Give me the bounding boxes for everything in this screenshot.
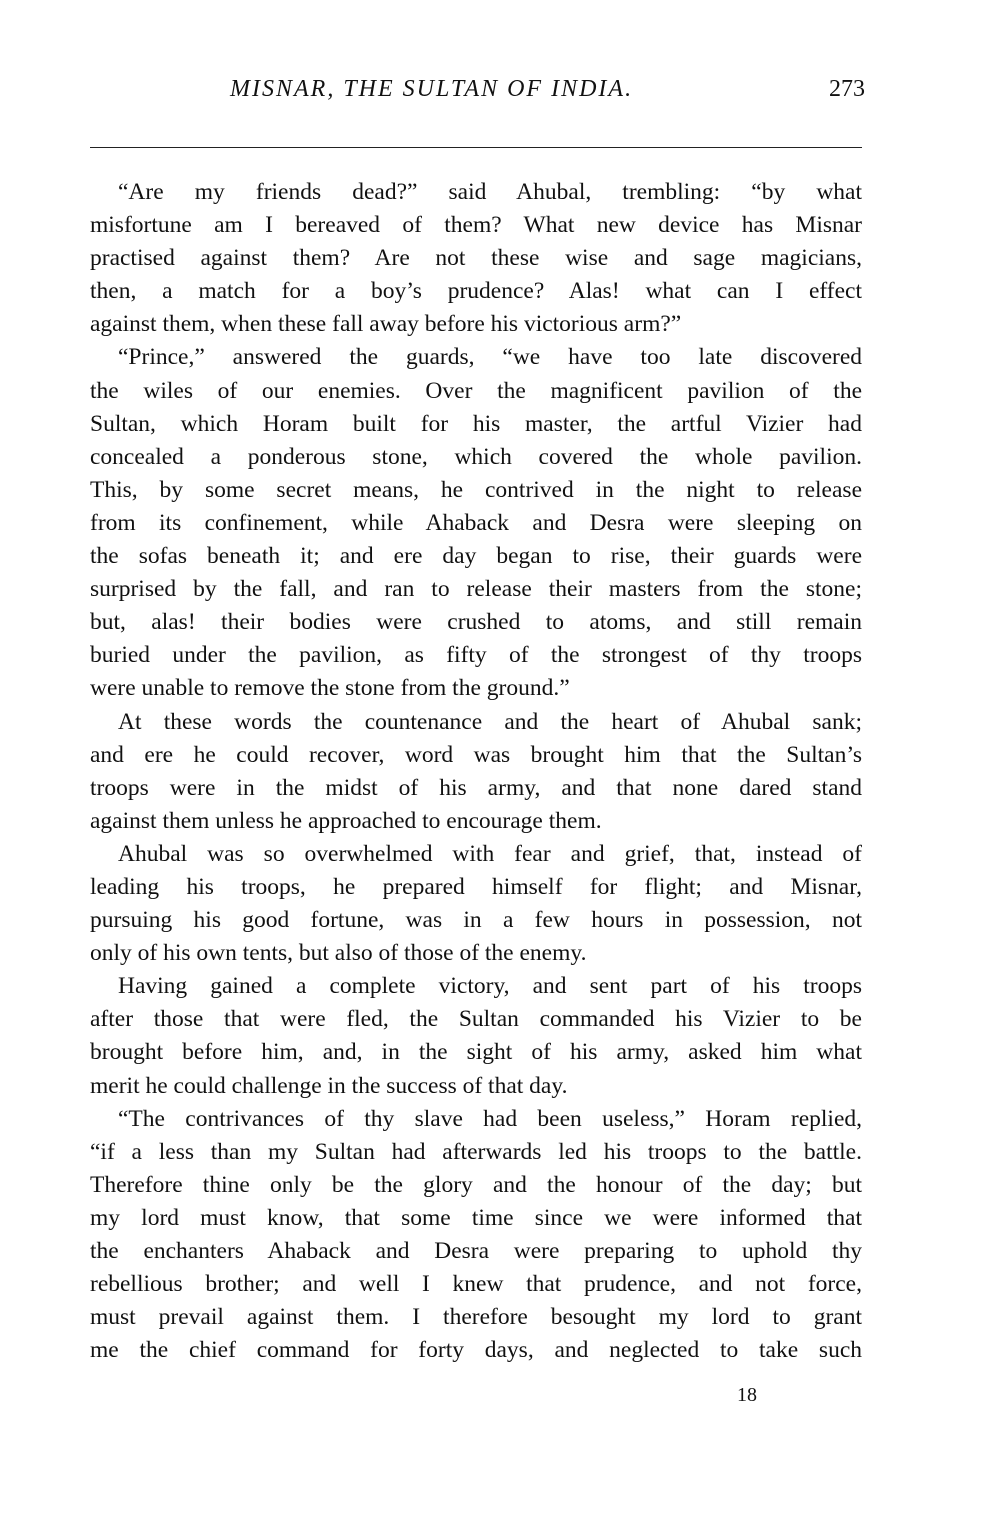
running-title: MISNAR, THE SULTAN OF INDIA. <box>230 76 634 102</box>
text-line: “Prince,” answered the guards, “we have too late discovered <box>118 344 862 371</box>
text-line: brought before him, and, in the sight of his army, asked him what <box>90 1039 862 1066</box>
text-line: Ahubal was so overwhelmed with fear and grief, that, instead of <box>118 840 862 867</box>
text-line: “The contrivances of thy slave had been useless,” Horam replied, <box>118 1105 862 1132</box>
text-line: surprised by the fall, and ran to release their masters from the stone; <box>90 576 862 603</box>
text-line: “if a less than my Sultan had afterwards led his troops to the battle. <box>90 1138 862 1165</box>
text-line: troops were in the midst of his army, and that none dared stand <box>90 774 862 801</box>
page-number: 273 <box>829 76 865 102</box>
text-line: my lord must know, that some time since we were informed that <box>90 1204 862 1231</box>
text-line: after those that were fled, the Sultan commanded his Vizier to be <box>90 1006 862 1033</box>
text-line: and ere he could recover, word was brought him that the Sultan’s <box>90 741 862 768</box>
text-line: the sofas beneath it; and ere day began to rise, their guards were <box>90 543 862 570</box>
header-rule <box>90 147 862 148</box>
text-line: leading his troops, he prepared himself for flight; and Misnar, <box>90 873 862 900</box>
text-line: the enchanters Ahaback and Desra were preparing to uphold thy <box>90 1238 862 1264</box>
text-line: against them, when these fall away before his victorious arm?” <box>90 311 682 338</box>
text-line: merit he could challenge in the success of that day. <box>90 1072 568 1099</box>
text-line: Sultan, which Horam built for his master, the artful Vizier had <box>90 410 862 437</box>
text-line: were unable to remove the stone from the ground.” <box>90 675 570 702</box>
text-line: practised against them? Are not these wise and sage magicians, <box>90 245 862 272</box>
text-line: from its confinement, while Ahaback and Desra were sleeping on <box>90 509 862 536</box>
text-line: then, a match for a boy’s prudence? Alas! what can I effect <box>90 278 862 305</box>
text-line: concealed a ponderous stone, which covered the whole pavilion. <box>90 443 862 470</box>
text-line: me the chief command for forty days, and neglected to take such <box>90 1337 862 1364</box>
text-line: buried under the pavilion, as fifty of the strongest of thy troops <box>90 642 862 669</box>
text-line: Having gained a complete victory, and sent part of his troops <box>118 973 862 1000</box>
text-line: but, alas! their bodies were crushed to atoms, and still remain <box>90 609 862 636</box>
text-line: This, by some secret means, he contrived in the night to release <box>90 476 862 503</box>
text-line: the wiles of our enemies. Over the magnificent pavilion of the <box>90 377 862 404</box>
text-line: “Are my friends dead?” said Ahubal, trembling: “by what <box>118 179 862 205</box>
text-line: misfortune am I bereaved of them? What new device has Misnar <box>90 212 862 239</box>
text-line: must prevail against them. I therefore besought my lord to grant <box>90 1304 862 1331</box>
text-line: pursuing his good fortune, was in a few hours in possession, not <box>90 907 862 934</box>
text-line: only of his own tents, but also of those of the enemy. <box>90 940 587 967</box>
text-line: At these words the countenance and the heart of Ahubal sank; <box>118 708 862 735</box>
page-header <box>90 76 865 112</box>
text-line: against them unless he approached to encourage them. <box>90 807 602 834</box>
text-line: rebellious brother; and well I knew that prudence, and not force, <box>90 1271 862 1298</box>
body-text <box>90 176 862 1367</box>
text-line: Therefore thine only be the glory and the honour of the day; but <box>90 1171 862 1198</box>
signature-mark: 18 <box>737 1384 757 1406</box>
